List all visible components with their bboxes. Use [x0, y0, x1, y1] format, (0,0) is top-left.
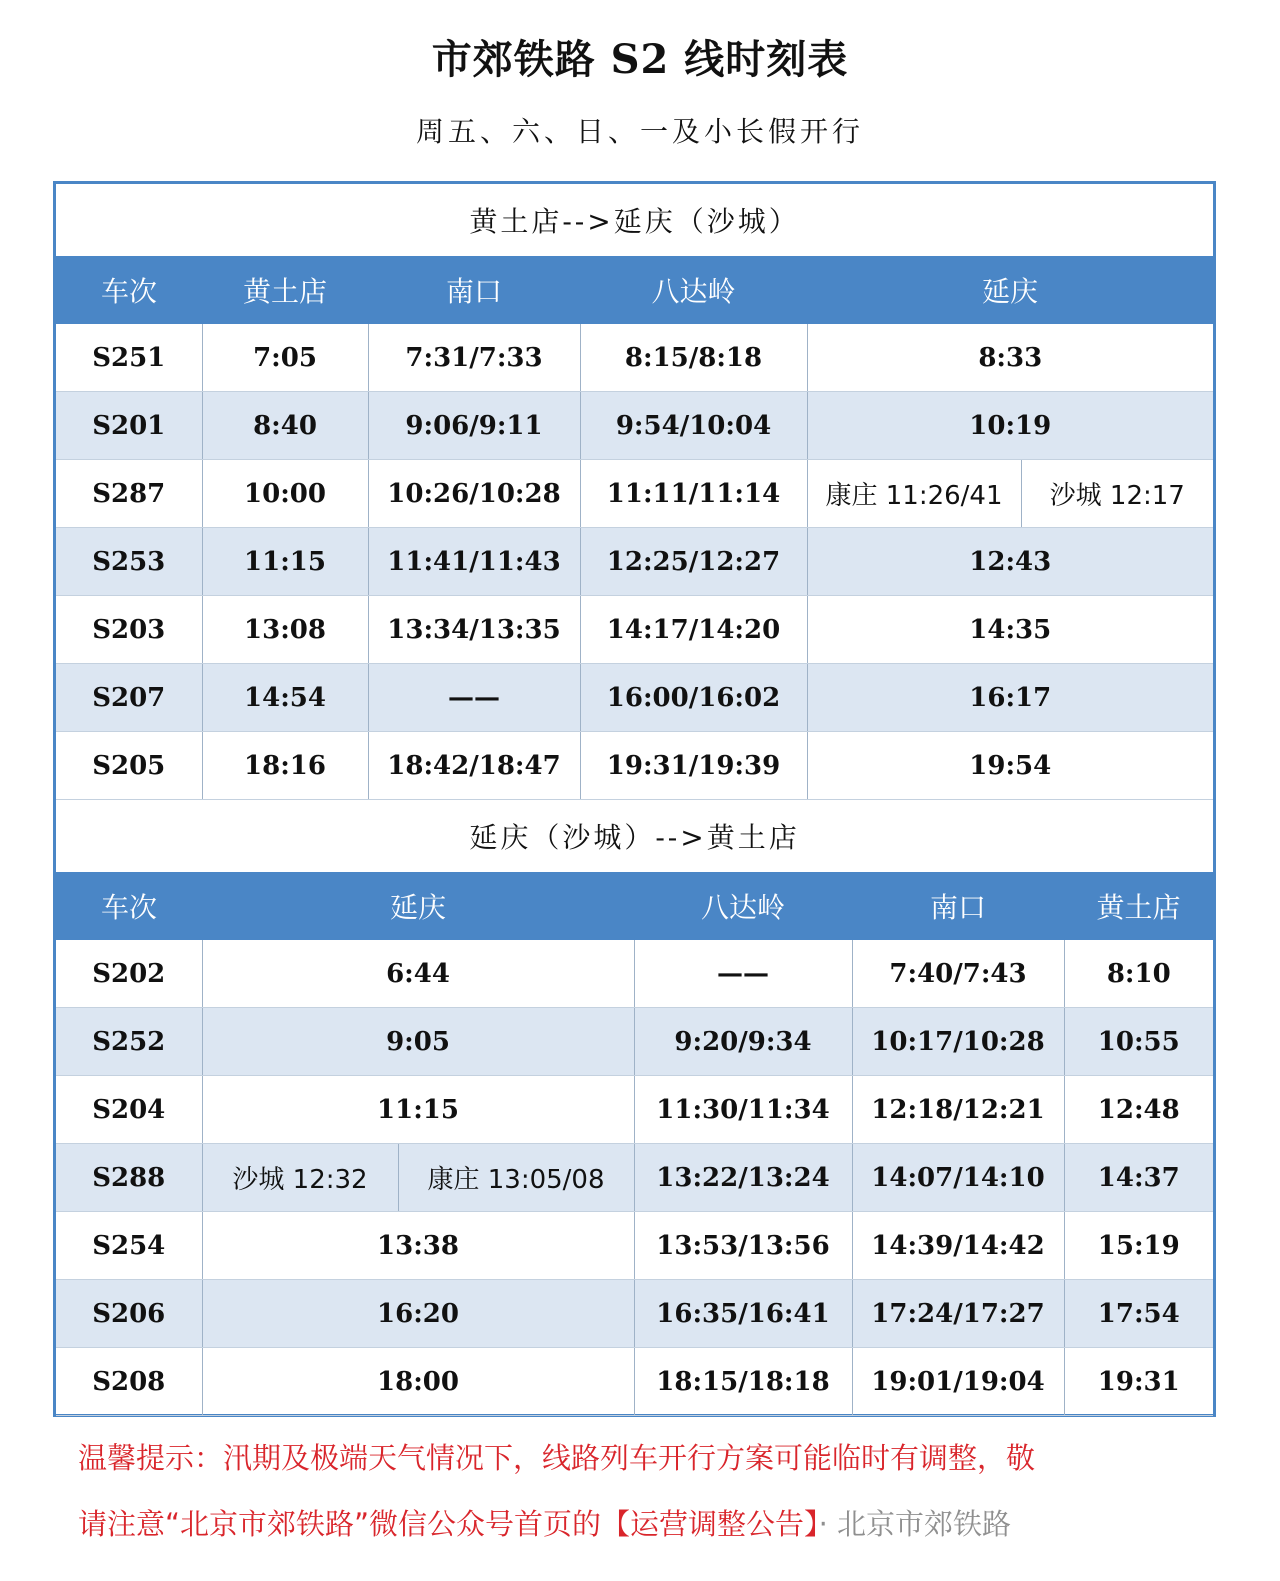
- train-number: S204: [56, 1076, 202, 1144]
- time-cell: 12:48: [1064, 1076, 1213, 1144]
- table-row: [56, 460, 1213, 528]
- time-cell-shacheng: 沙城 12:17: [1021, 460, 1213, 528]
- train-number: S206: [56, 1280, 202, 1348]
- time-cell: 10:19: [807, 392, 1213, 460]
- table-row: [56, 1076, 1213, 1144]
- train-number: S253: [56, 528, 202, 596]
- time-cell: 7:40/7:43: [852, 940, 1064, 1008]
- time-cell-kangzhuang: 康庄 13:05/08: [398, 1144, 634, 1212]
- time-cell: 8:15/8:18: [580, 324, 807, 392]
- train-number: S288: [56, 1144, 202, 1212]
- train-number: S252: [56, 1008, 202, 1076]
- train-number: S251: [56, 324, 202, 392]
- time-cell: 14:35: [807, 596, 1213, 664]
- time-cell: ——: [368, 664, 580, 732]
- outbound-header-row: [56, 256, 1213, 324]
- time-cell: 14:37: [1064, 1144, 1213, 1212]
- time-cell: 17:54: [1064, 1280, 1213, 1348]
- time-cell: 13:34/13:35: [368, 596, 580, 664]
- table-row: [56, 732, 1213, 800]
- time-cell: 16:20: [202, 1280, 634, 1348]
- time-cell: 10:00: [202, 460, 368, 528]
- time-cell: 14:07/14:10: [852, 1144, 1064, 1212]
- train-number: S207: [56, 664, 202, 732]
- time-cell: 18:16: [202, 732, 368, 800]
- inbound-table: [56, 800, 1213, 1416]
- time-cell: ——: [634, 940, 852, 1008]
- notice-line-2: [78, 1491, 1208, 1557]
- time-cell: 15:19: [1064, 1212, 1213, 1280]
- header-nankou: 南口: [368, 256, 580, 324]
- time-cell: 9:06/9:11: [368, 392, 580, 460]
- time-cell: 17:24/17:27: [852, 1280, 1064, 1348]
- time-cell: 16:35/16:41: [634, 1280, 852, 1348]
- table-row: [56, 324, 1213, 392]
- table-row: [56, 1348, 1213, 1416]
- header-nankou: 南口: [852, 872, 1064, 940]
- time-cell-kangzhuang: 康庄 11:26/41: [807, 460, 1021, 528]
- table-row: [56, 940, 1213, 1008]
- train-number: S203: [56, 596, 202, 664]
- timetable-frame: [53, 181, 1216, 1417]
- train-number: S205: [56, 732, 202, 800]
- header-huangtudian: 黄土店: [1064, 872, 1213, 940]
- time-cell: 8:33: [807, 324, 1213, 392]
- time-cell: 13:08: [202, 596, 368, 664]
- header-train-no: 车次: [56, 872, 202, 940]
- train-number: S202: [56, 940, 202, 1008]
- time-cell: 10:55: [1064, 1008, 1213, 1076]
- train-number: S254: [56, 1212, 202, 1280]
- table-row: [56, 664, 1213, 732]
- header-train-no: 车次: [56, 256, 202, 324]
- time-cell: 9:54/10:04: [580, 392, 807, 460]
- time-cell: 11:41/11:43: [368, 528, 580, 596]
- time-cell: 10:17/10:28: [852, 1008, 1064, 1076]
- time-cell: 19:31/19:39: [580, 732, 807, 800]
- table-row: [56, 596, 1213, 664]
- time-cell: 7:05: [202, 324, 368, 392]
- page-subtitle: 周五、六、日、一及小长假开行: [415, 115, 864, 148]
- time-cell: 8:40: [202, 392, 368, 460]
- header-huangtudian: 黄土店: [202, 256, 368, 324]
- time-cell: 12:43: [807, 528, 1213, 596]
- table-row: [56, 1212, 1213, 1280]
- time-cell: 16:17: [807, 664, 1213, 732]
- train-number: S201: [56, 392, 202, 460]
- table-row: [56, 1144, 1213, 1212]
- time-cell: 13:38: [202, 1212, 634, 1280]
- time-cell: 8:10: [1064, 940, 1213, 1008]
- time-cell: 11:30/11:34: [634, 1076, 852, 1144]
- time-cell: 18:15/18:18: [634, 1348, 852, 1416]
- time-cell: 9:20/9:34: [634, 1008, 852, 1076]
- time-cell: 13:53/13:56: [634, 1212, 852, 1280]
- time-cell: 19:01/19:04: [852, 1348, 1064, 1416]
- table-row: [56, 528, 1213, 596]
- time-cell: 11:15: [202, 528, 368, 596]
- table-row: [56, 1280, 1213, 1348]
- time-cell: 18:00: [202, 1348, 634, 1416]
- header-yanqing: 延庆: [202, 872, 634, 940]
- time-cell: 19:31: [1064, 1348, 1213, 1416]
- notice-line-2-text: 请注意“北京市郊铁路”微信公众号首页的【运营调整公告】: [78, 1507, 819, 1541]
- time-cell: 18:42/18:47: [368, 732, 580, 800]
- time-cell: 14:17/14:20: [580, 596, 807, 664]
- time-cell: 11:11/11:14: [580, 460, 807, 528]
- outbound-table: [56, 184, 1213, 800]
- time-cell: 7:31/7:33: [368, 324, 580, 392]
- train-number: S208: [56, 1348, 202, 1416]
- train-number: S287: [56, 460, 202, 528]
- table-row: [56, 392, 1213, 460]
- time-cell: 12:25/12:27: [580, 528, 807, 596]
- time-cell: 16:00/16:02: [580, 664, 807, 732]
- time-cell: 9:05: [202, 1008, 634, 1076]
- watermark: · 北京市郊铁路: [818, 1507, 1011, 1541]
- time-cell: 12:18/12:21: [852, 1076, 1064, 1144]
- page-title: 市郊铁路 S2 线时刻表: [431, 36, 849, 83]
- header-yanqing: 延庆: [807, 256, 1213, 324]
- notice-line-1: 温馨提示：汛期及极端天气情况下，线路列车开行方案可能临时有调整，敬: [78, 1441, 1036, 1475]
- time-cell: 14:39/14:42: [852, 1212, 1064, 1280]
- time-cell: 11:15: [202, 1076, 634, 1144]
- inbound-direction: 延庆（沙城）-->黄土店: [56, 800, 1213, 872]
- inbound-header-row: [56, 872, 1213, 940]
- time-cell-shacheng: 沙城 12:32: [202, 1144, 398, 1212]
- header-badaling: 八达岭: [634, 872, 852, 940]
- time-cell: 14:54: [202, 664, 368, 732]
- header-badaling: 八达岭: [580, 256, 807, 324]
- time-cell: 13:22/13:24: [634, 1144, 852, 1212]
- outbound-direction: 黄土店-->延庆（沙城）: [56, 184, 1213, 256]
- table-row: [56, 1008, 1213, 1076]
- weather-notice: [78, 1425, 1208, 1557]
- time-cell: 10:26/10:28: [368, 460, 580, 528]
- time-cell: 6:44: [202, 940, 634, 1008]
- time-cell: 19:54: [807, 732, 1213, 800]
